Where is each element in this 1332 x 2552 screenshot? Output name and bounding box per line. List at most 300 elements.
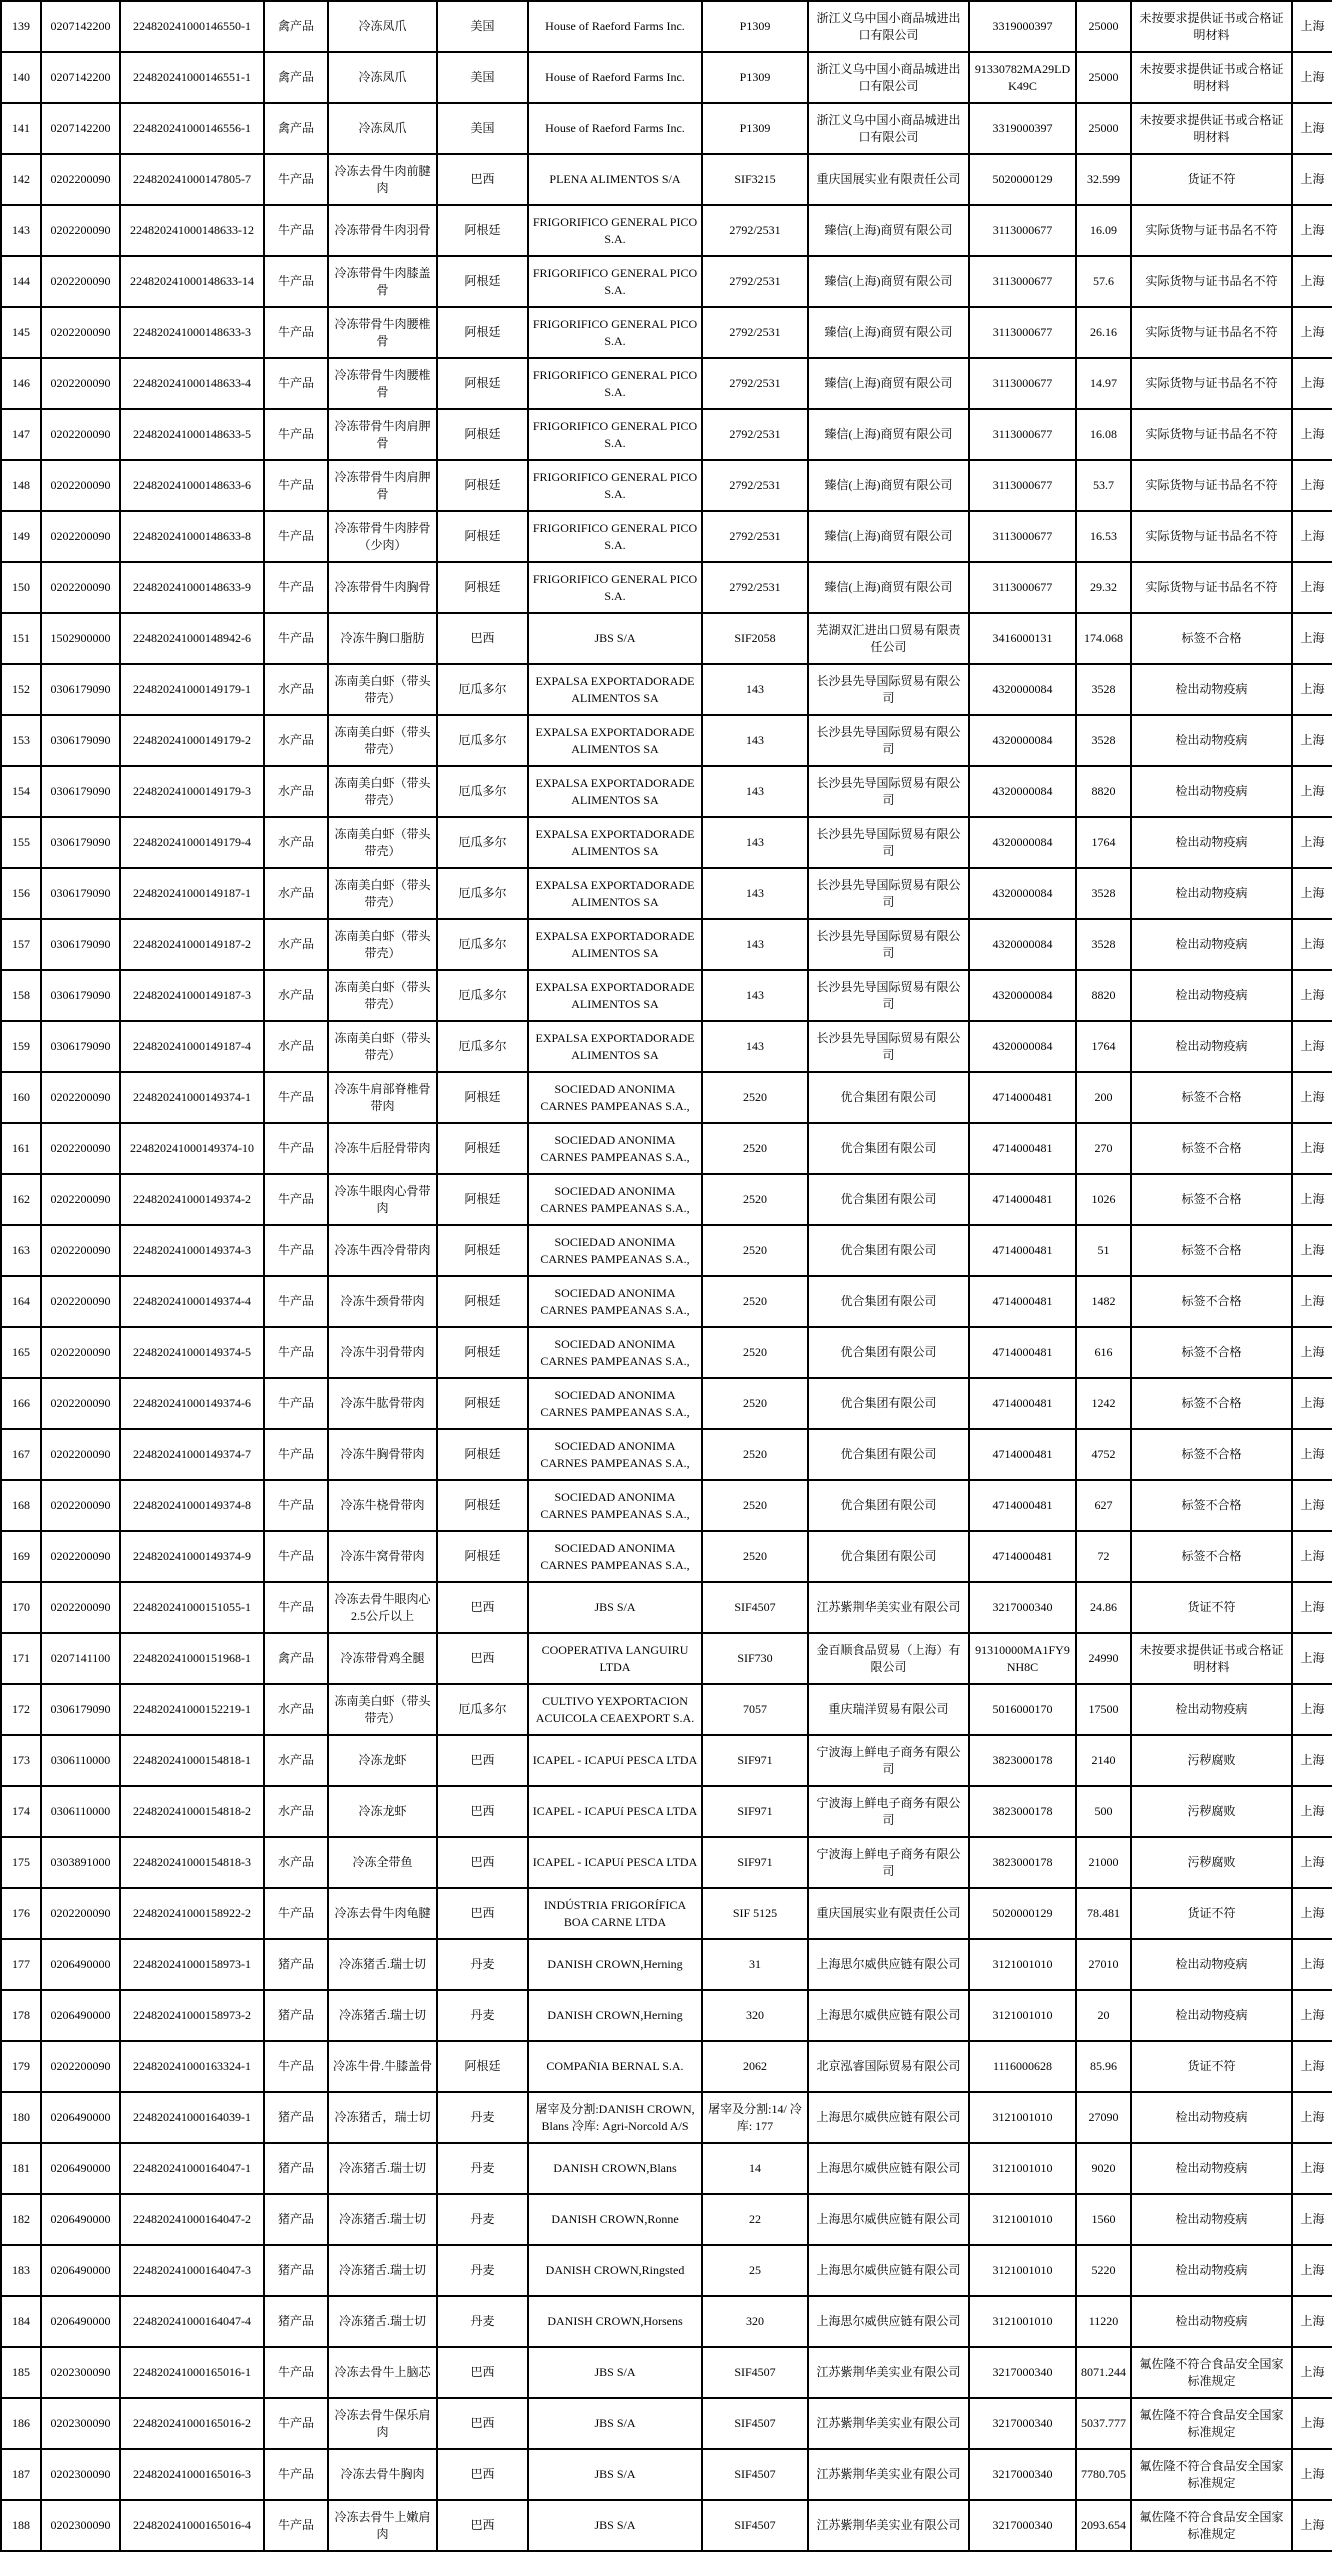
cell-manufacturer: ICAPEL - ICAPUí PESCA LTDA	[528, 1837, 702, 1888]
cell-credit-code: 3217000340	[969, 2398, 1076, 2449]
cell-importer: 优合集团有限公司	[808, 1378, 969, 1429]
cell-origin-country: 阿根廷	[437, 307, 528, 358]
cell-row-no: 168	[1, 1480, 41, 1531]
table-row	[1, 1939, 1332, 1990]
cell-product-name: 冷冻牛颈骨带肉	[328, 1276, 437, 1327]
cell-row-no: 183	[1, 2245, 41, 2296]
cell-origin-country: 巴西	[437, 2398, 528, 2449]
cell-origin-country: 巴西	[437, 2500, 528, 2551]
cell-importer: 江苏紫荆华美实业有限公司	[808, 1582, 969, 1633]
cell-row-no: 172	[1, 1684, 41, 1735]
cell-credit-code: 5020000129	[969, 154, 1076, 205]
cell-manufacturer: EXPALSA EXPORTADORADE ALIMENTOS SA	[528, 970, 702, 1021]
table-row	[1, 868, 1332, 919]
table-row	[1, 52, 1332, 103]
cell-row-no: 163	[1, 1225, 41, 1276]
cell-origin-country: 厄瓜多尔	[437, 1021, 528, 1072]
cell-product-name: 冷冻猪舌.瑞士切	[328, 2245, 437, 2296]
cell-manufacturer: DANISH CROWN,Ringsted	[528, 2245, 702, 2296]
cell-hs-code: 0202200090	[41, 1072, 120, 1123]
cell-reason: 检出动物疫病	[1131, 1021, 1292, 1072]
cell-reason: 检出动物疫病	[1131, 2143, 1292, 2194]
cell-manufacturer: ICAPEL - ICAPUí PESCA LTDA	[528, 1786, 702, 1837]
cell-row-no: 181	[1, 2143, 41, 2194]
cell-reason: 氟佐隆不符合食品安全国家标准规定	[1131, 2449, 1292, 2500]
cell-credit-code: 4714000481	[969, 1276, 1076, 1327]
cell-importer: 臻信(上海)商贸有限公司	[808, 256, 969, 307]
cell-batch-no: 224820241000149374-9	[120, 1531, 264, 1582]
cell-weight: 27090	[1076, 2092, 1131, 2143]
cell-importer: 长沙县先导国际贸易有限公司	[808, 817, 969, 868]
cell-origin-country: 丹麦	[437, 1939, 528, 1990]
cell-hs-code: 0206490000	[41, 2143, 120, 2194]
cell-row-no: 187	[1, 2449, 41, 2500]
cell-credit-code: 4714000481	[969, 1225, 1076, 1276]
cell-batch-no: 224820241000149374-10	[120, 1123, 264, 1174]
cell-credit-code: 91310000MA1FY9NH8C	[969, 1633, 1076, 1684]
table-row	[1, 1021, 1332, 1072]
cell-hs-code: 0206490000	[41, 2092, 120, 2143]
cell-product-name: 冷冻去骨牛胸肉	[328, 2449, 437, 2500]
cell-importer: 上海思尔威供应链有限公司	[808, 2143, 969, 2194]
cell-row-no: 149	[1, 511, 41, 562]
cell-category: 猪产品	[264, 1939, 328, 1990]
table-body	[1, 1, 1332, 2551]
cell-reason: 检出动物疫病	[1131, 715, 1292, 766]
cell-reason: 实际货物与证书品名不符	[1131, 562, 1292, 613]
cell-importer: 优合集团有限公司	[808, 1480, 969, 1531]
cell-product-name: 冷冻猪舌.瑞士切	[328, 2143, 437, 2194]
cell-row-no: 150	[1, 562, 41, 613]
cell-origin-country: 阿根廷	[437, 562, 528, 613]
cell-manufacturer: EXPALSA EXPORTADORADE ALIMENTOS SA	[528, 664, 702, 715]
cell-credit-code: 3113000677	[969, 511, 1076, 562]
table-row	[1, 2398, 1332, 2449]
cell-category: 牛产品	[264, 2347, 328, 2398]
cell-origin-country: 丹麦	[437, 2194, 528, 2245]
cell-batch-no: 224820241000148633-12	[120, 205, 264, 256]
cell-credit-code: 3217000340	[969, 2449, 1076, 2500]
cell-category: 牛产品	[264, 460, 328, 511]
cell-credit-code: 3121001010	[969, 2092, 1076, 2143]
cell-category: 牛产品	[264, 256, 328, 307]
cell-origin-country: 阿根廷	[437, 1378, 528, 1429]
cell-batch-no: 224820241000158922-2	[120, 1888, 264, 1939]
cell-hs-code: 0202300090	[41, 2500, 120, 2551]
cell-origin-country: 厄瓜多尔	[437, 766, 528, 817]
cell-origin-country: 阿根廷	[437, 256, 528, 307]
cell-credit-code: 3217000340	[969, 1582, 1076, 1633]
cell-row-no: 148	[1, 460, 41, 511]
cell-importer: 浙江义乌中国小商品城进出口有限公司	[808, 103, 969, 154]
cell-importer: 北京泓睿国际贸易有限公司	[808, 2041, 969, 2092]
cell-entry-port: 上海	[1292, 2398, 1332, 2449]
cell-manufacturer: 屠宰及分割:DANISH CROWN, Blans 冷库: Agri-Norcold A/S	[528, 2092, 702, 2143]
cell-importer: 金百顺食品贸易（上海）有限公司	[808, 1633, 969, 1684]
cell-entry-port: 上海	[1292, 562, 1332, 613]
cell-credit-code: 3823000178	[969, 1837, 1076, 1888]
cell-credit-code: 3113000677	[969, 562, 1076, 613]
cell-reg-no: 143	[702, 715, 808, 766]
cell-origin-country: 阿根廷	[437, 511, 528, 562]
cell-batch-no: 224820241000146556-1	[120, 103, 264, 154]
cell-reg-no: 320	[702, 1990, 808, 2041]
cell-reason: 实际货物与证书品名不符	[1131, 205, 1292, 256]
cell-category: 牛产品	[264, 358, 328, 409]
cell-importer: 江苏紫荆华美实业有限公司	[808, 2449, 969, 2500]
cell-manufacturer: SOCIEDAD ANONIMA CARNES PAMPEANAS S.A.,	[528, 1531, 702, 1582]
cell-importer: 优合集团有限公司	[808, 1123, 969, 1174]
cell-category: 水产品	[264, 715, 328, 766]
cell-entry-port: 上海	[1292, 1531, 1332, 1582]
cell-importer: 芜湖双汇进出口贸易有限责任公司	[808, 613, 969, 664]
cell-credit-code: 4320000084	[969, 766, 1076, 817]
cell-credit-code: 4714000481	[969, 1429, 1076, 1480]
cell-row-no: 143	[1, 205, 41, 256]
cell-hs-code: 0306179090	[41, 868, 120, 919]
cell-category: 牛产品	[264, 613, 328, 664]
cell-credit-code: 3113000677	[969, 205, 1076, 256]
cell-category: 牛产品	[264, 1327, 328, 1378]
cell-product-name: 冻南美白虾（带头带壳）	[328, 766, 437, 817]
cell-manufacturer: FRIGORIFICO GENERAL PICO S.A.	[528, 256, 702, 307]
cell-reason: 未按要求提供证书或合格证明材料	[1131, 1633, 1292, 1684]
cell-batch-no: 224820241000165016-1	[120, 2347, 264, 2398]
cell-reg-no: SIF4507	[702, 2449, 808, 2500]
cell-origin-country: 阿根廷	[437, 1480, 528, 1531]
cell-reg-no: 31	[702, 1939, 808, 1990]
cell-importer: 江苏紫荆华美实业有限公司	[808, 2347, 969, 2398]
cell-batch-no: 224820241000149187-2	[120, 919, 264, 970]
cell-row-no: 178	[1, 1990, 41, 2041]
cell-weight: 85.96	[1076, 2041, 1131, 2092]
table-row	[1, 1837, 1332, 1888]
table-row	[1, 715, 1332, 766]
cell-row-no: 167	[1, 1429, 41, 1480]
table-row	[1, 409, 1332, 460]
cell-credit-code: 4320000084	[969, 970, 1076, 1021]
cell-weight: 3528	[1076, 868, 1131, 919]
cell-reg-no: 2792/2531	[702, 460, 808, 511]
cell-category: 禽产品	[264, 1633, 328, 1684]
cell-hs-code: 0202200090	[41, 511, 120, 562]
cell-batch-no: 224820241000148633-9	[120, 562, 264, 613]
cell-manufacturer: EXPALSA EXPORTADORADE ALIMENTOS SA	[528, 766, 702, 817]
cell-importer: 臻信(上海)商贸有限公司	[808, 460, 969, 511]
cell-origin-country: 厄瓜多尔	[437, 970, 528, 1021]
cell-weight: 8820	[1076, 970, 1131, 1021]
cell-credit-code: 3121001010	[969, 1939, 1076, 1990]
cell-entry-port: 上海	[1292, 2041, 1332, 2092]
cell-reg-no: 25	[702, 2245, 808, 2296]
cell-reason: 污秽腐败	[1131, 1786, 1292, 1837]
cell-credit-code: 4714000481	[969, 1378, 1076, 1429]
table-row	[1, 562, 1332, 613]
cell-reg-no: SIF 5125	[702, 1888, 808, 1939]
cell-manufacturer: JBS S/A	[528, 613, 702, 664]
cell-category: 牛产品	[264, 154, 328, 205]
cell-category: 牛产品	[264, 1531, 328, 1582]
cell-entry-port: 上海	[1292, 868, 1332, 919]
table-row	[1, 919, 1332, 970]
cell-product-name: 冷冻去骨牛肉龟腱	[328, 1888, 437, 1939]
cell-entry-port: 上海	[1292, 2500, 1332, 2551]
cell-hs-code: 0202300090	[41, 2347, 120, 2398]
cell-reason: 检出动物疫病	[1131, 970, 1292, 1021]
cell-hs-code: 0207142200	[41, 1, 120, 52]
cell-weight: 25000	[1076, 103, 1131, 154]
cell-manufacturer: DANISH CROWN,Herning	[528, 1939, 702, 1990]
cell-importer: 江苏紫荆华美实业有限公司	[808, 2500, 969, 2551]
cell-row-no: 159	[1, 1021, 41, 1072]
cell-credit-code: 4714000481	[969, 1123, 1076, 1174]
cell-row-no: 180	[1, 2092, 41, 2143]
cell-importer: 宁波海上鲜电子商务有限公司	[808, 1735, 969, 1786]
cell-importer: 臻信(上海)商贸有限公司	[808, 511, 969, 562]
cell-hs-code: 0306179090	[41, 817, 120, 868]
cell-category: 牛产品	[264, 1582, 328, 1633]
cell-importer: 长沙县先导国际贸易有限公司	[808, 970, 969, 1021]
cell-batch-no: 224820241000148633-6	[120, 460, 264, 511]
cell-weight: 627	[1076, 1480, 1131, 1531]
cell-credit-code: 4714000481	[969, 1480, 1076, 1531]
cell-credit-code: 5020000129	[969, 1888, 1076, 1939]
cell-product-name: 冷冻去骨牛上嫩肩肉	[328, 2500, 437, 2551]
cell-origin-country: 巴西	[437, 1786, 528, 1837]
cell-batch-no: 224820241000164039-1	[120, 2092, 264, 2143]
cell-category: 牛产品	[264, 1072, 328, 1123]
cell-reg-no: SIF971	[702, 1837, 808, 1888]
cell-weight: 32.599	[1076, 154, 1131, 205]
cell-reg-no: 7057	[702, 1684, 808, 1735]
cell-origin-country: 厄瓜多尔	[437, 664, 528, 715]
cell-category: 牛产品	[264, 1174, 328, 1225]
cell-reason: 氟佐隆不符合食品安全国家标准规定	[1131, 2347, 1292, 2398]
cell-hs-code: 0202200090	[41, 358, 120, 409]
cell-entry-port: 上海	[1292, 1939, 1332, 1990]
table-row	[1, 2143, 1332, 2194]
cell-reg-no: 143	[702, 868, 808, 919]
cell-weight: 51	[1076, 1225, 1131, 1276]
cell-origin-country: 美国	[437, 103, 528, 154]
cell-entry-port: 上海	[1292, 1021, 1332, 1072]
cell-hs-code: 0306179090	[41, 1684, 120, 1735]
cell-reg-no: 22	[702, 2194, 808, 2245]
table-row	[1, 1429, 1332, 1480]
cell-category: 水产品	[264, 1786, 328, 1837]
cell-weight: 3528	[1076, 664, 1131, 715]
cell-batch-no: 224820241000146550-1	[120, 1, 264, 52]
cell-weight: 9020	[1076, 2143, 1131, 2194]
cell-reg-no: 2520	[702, 1378, 808, 1429]
cell-batch-no: 224820241000164047-4	[120, 2296, 264, 2347]
table-row	[1, 1, 1332, 52]
cell-batch-no: 224820241000149179-2	[120, 715, 264, 766]
cell-product-name: 冷冻去骨牛保乐肩肉	[328, 2398, 437, 2449]
cell-batch-no: 224820241000149179-3	[120, 766, 264, 817]
table-row	[1, 1123, 1332, 1174]
cell-credit-code: 4714000481	[969, 1072, 1076, 1123]
cell-row-no: 157	[1, 919, 41, 970]
cell-entry-port: 上海	[1292, 1276, 1332, 1327]
cell-hs-code: 0206490000	[41, 2245, 120, 2296]
cell-category: 水产品	[264, 1021, 328, 1072]
cell-entry-port: 上海	[1292, 1378, 1332, 1429]
cell-weight: 72	[1076, 1531, 1131, 1582]
cell-origin-country: 阿根廷	[437, 1123, 528, 1174]
cell-importer: 臻信(上海)商贸有限公司	[808, 358, 969, 409]
cell-manufacturer: FRIGORIFICO GENERAL PICO S.A.	[528, 409, 702, 460]
cell-batch-no: 224820241000149374-3	[120, 1225, 264, 1276]
cell-product-name: 冷冻牛后胫骨带肉	[328, 1123, 437, 1174]
cell-hs-code: 0202200090	[41, 1582, 120, 1633]
table-row	[1, 664, 1332, 715]
cell-origin-country: 美国	[437, 52, 528, 103]
cell-batch-no: 224820241000165016-3	[120, 2449, 264, 2500]
cell-reg-no: SIF4507	[702, 2500, 808, 2551]
cell-category: 猪产品	[264, 2092, 328, 2143]
cell-entry-port: 上海	[1292, 1327, 1332, 1378]
cell-credit-code: 3823000178	[969, 1735, 1076, 1786]
table-row	[1, 2245, 1332, 2296]
cell-reason: 标签不合格	[1131, 613, 1292, 664]
cell-product-name: 冷冻龙虾	[328, 1735, 437, 1786]
cell-manufacturer: JBS S/A	[528, 1582, 702, 1633]
cell-category: 牛产品	[264, 409, 328, 460]
cell-row-no: 179	[1, 2041, 41, 2092]
cell-importer: 优合集团有限公司	[808, 1531, 969, 1582]
cell-reg-no: 2792/2531	[702, 511, 808, 562]
cell-weight: 16.09	[1076, 205, 1131, 256]
table-row	[1, 1378, 1332, 1429]
cell-reg-no: SIF730	[702, 1633, 808, 1684]
cell-reg-no: SIF4507	[702, 1582, 808, 1633]
cell-manufacturer: JBS S/A	[528, 2398, 702, 2449]
cell-weight: 200	[1076, 1072, 1131, 1123]
table-row	[1, 511, 1332, 562]
cell-row-no: 169	[1, 1531, 41, 1582]
cell-reason: 检出动物疫病	[1131, 2092, 1292, 2143]
cell-reg-no: 2520	[702, 1327, 808, 1378]
table-row	[1, 1735, 1332, 1786]
cell-weight: 8071.244	[1076, 2347, 1131, 2398]
cell-credit-code: 3113000677	[969, 409, 1076, 460]
cell-manufacturer: FRIGORIFICO GENERAL PICO S.A.	[528, 358, 702, 409]
cell-entry-port: 上海	[1292, 1123, 1332, 1174]
cell-manufacturer: SOCIEDAD ANONIMA CARNES PAMPEANAS S.A.,	[528, 1429, 702, 1480]
cell-entry-port: 上海	[1292, 1990, 1332, 2041]
cell-product-name: 冷冻带骨牛肉肩胛骨	[328, 409, 437, 460]
cell-reg-no: 143	[702, 970, 808, 1021]
cell-manufacturer: FRIGORIFICO GENERAL PICO S.A.	[528, 205, 702, 256]
cell-manufacturer: EXPALSA EXPORTADORADE ALIMENTOS SA	[528, 919, 702, 970]
cell-reason: 实际货物与证书品名不符	[1131, 460, 1292, 511]
cell-entry-port: 上海	[1292, 1174, 1332, 1225]
cell-credit-code: 3121001010	[969, 2296, 1076, 2347]
cell-credit-code: 3823000178	[969, 1786, 1076, 1837]
cell-category: 牛产品	[264, 205, 328, 256]
cell-manufacturer: SOCIEDAD ANONIMA CARNES PAMPEANAS S.A.,	[528, 1174, 702, 1225]
cell-reg-no: P1309	[702, 103, 808, 154]
cell-category: 牛产品	[264, 307, 328, 358]
cell-credit-code: 4320000084	[969, 868, 1076, 919]
cell-entry-port: 上海	[1292, 2296, 1332, 2347]
cell-reg-no: 2520	[702, 1531, 808, 1582]
cell-product-name: 冷冻牛肩部脊椎骨带肉	[328, 1072, 437, 1123]
cell-reg-no: 2792/2531	[702, 358, 808, 409]
cell-reg-no: 14	[702, 2143, 808, 2194]
cell-origin-country: 阿根廷	[437, 1429, 528, 1480]
cell-importer: 江苏紫荆华美实业有限公司	[808, 2398, 969, 2449]
cell-batch-no: 224820241000158973-1	[120, 1939, 264, 1990]
cell-reason: 标签不合格	[1131, 1072, 1292, 1123]
cell-reason: 实际货物与证书品名不符	[1131, 511, 1292, 562]
cell-origin-country: 阿根廷	[437, 1072, 528, 1123]
cell-hs-code: 0303891000	[41, 1837, 120, 1888]
cell-row-no: 188	[1, 2500, 41, 2551]
cell-weight: 17500	[1076, 1684, 1131, 1735]
cell-weight: 5037.777	[1076, 2398, 1131, 2449]
cell-product-name: 冷冻牛胸口脂肪	[328, 613, 437, 664]
cell-credit-code: 4320000084	[969, 664, 1076, 715]
cell-reason: 检出动物疫病	[1131, 2296, 1292, 2347]
cell-reason: 标签不合格	[1131, 1327, 1292, 1378]
cell-reg-no: 143	[702, 664, 808, 715]
table-row	[1, 1531, 1332, 1582]
cell-credit-code: 5016000170	[969, 1684, 1076, 1735]
cell-weight: 11220	[1076, 2296, 1131, 2347]
cell-weight: 1482	[1076, 1276, 1131, 1327]
cell-credit-code: 4714000481	[969, 1531, 1076, 1582]
cell-product-name: 冷冻牛胸骨带肉	[328, 1429, 437, 1480]
cell-importer: 优合集团有限公司	[808, 1225, 969, 1276]
cell-credit-code: 4714000481	[969, 1327, 1076, 1378]
cell-credit-code: 3113000677	[969, 256, 1076, 307]
cell-reason: 未按要求提供证书或合格证明材料	[1131, 103, 1292, 154]
cell-importer: 优合集团有限公司	[808, 1276, 969, 1327]
cell-origin-country: 美国	[437, 1, 528, 52]
cell-importer: 重庆国展实业有限责任公司	[808, 154, 969, 205]
cell-manufacturer: ICAPEL - ICAPUí PESCA LTDA	[528, 1735, 702, 1786]
cell-batch-no: 224820241000147805-7	[120, 154, 264, 205]
table-row	[1, 1072, 1332, 1123]
cell-importer: 上海思尔威供应链有限公司	[808, 2245, 969, 2296]
cell-reason: 氟佐隆不符合食品安全国家标准规定	[1131, 2398, 1292, 2449]
cell-manufacturer: INDÚSTRIA FRIGORÍFICA BOA CARNE LTDA	[528, 1888, 702, 1939]
cell-hs-code: 0202200090	[41, 562, 120, 613]
cell-row-no: 156	[1, 868, 41, 919]
table-row	[1, 613, 1332, 664]
cell-hs-code: 0202200090	[41, 1327, 120, 1378]
cell-category: 水产品	[264, 1837, 328, 1888]
cell-hs-code: 0206490000	[41, 1990, 120, 2041]
cell-product-name: 冷冻带骨牛肉胸骨	[328, 562, 437, 613]
table-row	[1, 1582, 1332, 1633]
cell-category: 牛产品	[264, 1225, 328, 1276]
cell-importer: 长沙县先导国际贸易有限公司	[808, 1021, 969, 1072]
cell-product-name: 冷冻去骨牛眼肉心 2.5公斤以上	[328, 1582, 437, 1633]
cell-importer: 优合集团有限公司	[808, 1429, 969, 1480]
cell-product-name: 冷冻龙虾	[328, 1786, 437, 1837]
cell-manufacturer: COOPERATIVA LANGUIRU LTDA	[528, 1633, 702, 1684]
cell-row-no: 164	[1, 1276, 41, 1327]
cell-origin-country: 巴西	[437, 2347, 528, 2398]
cell-row-no: 176	[1, 1888, 41, 1939]
cell-reason: 货证不符	[1131, 154, 1292, 205]
cell-origin-country: 巴西	[437, 1582, 528, 1633]
cell-importer: 优合集团有限公司	[808, 1072, 969, 1123]
cell-product-name: 冷冻带骨牛肉羽骨	[328, 205, 437, 256]
